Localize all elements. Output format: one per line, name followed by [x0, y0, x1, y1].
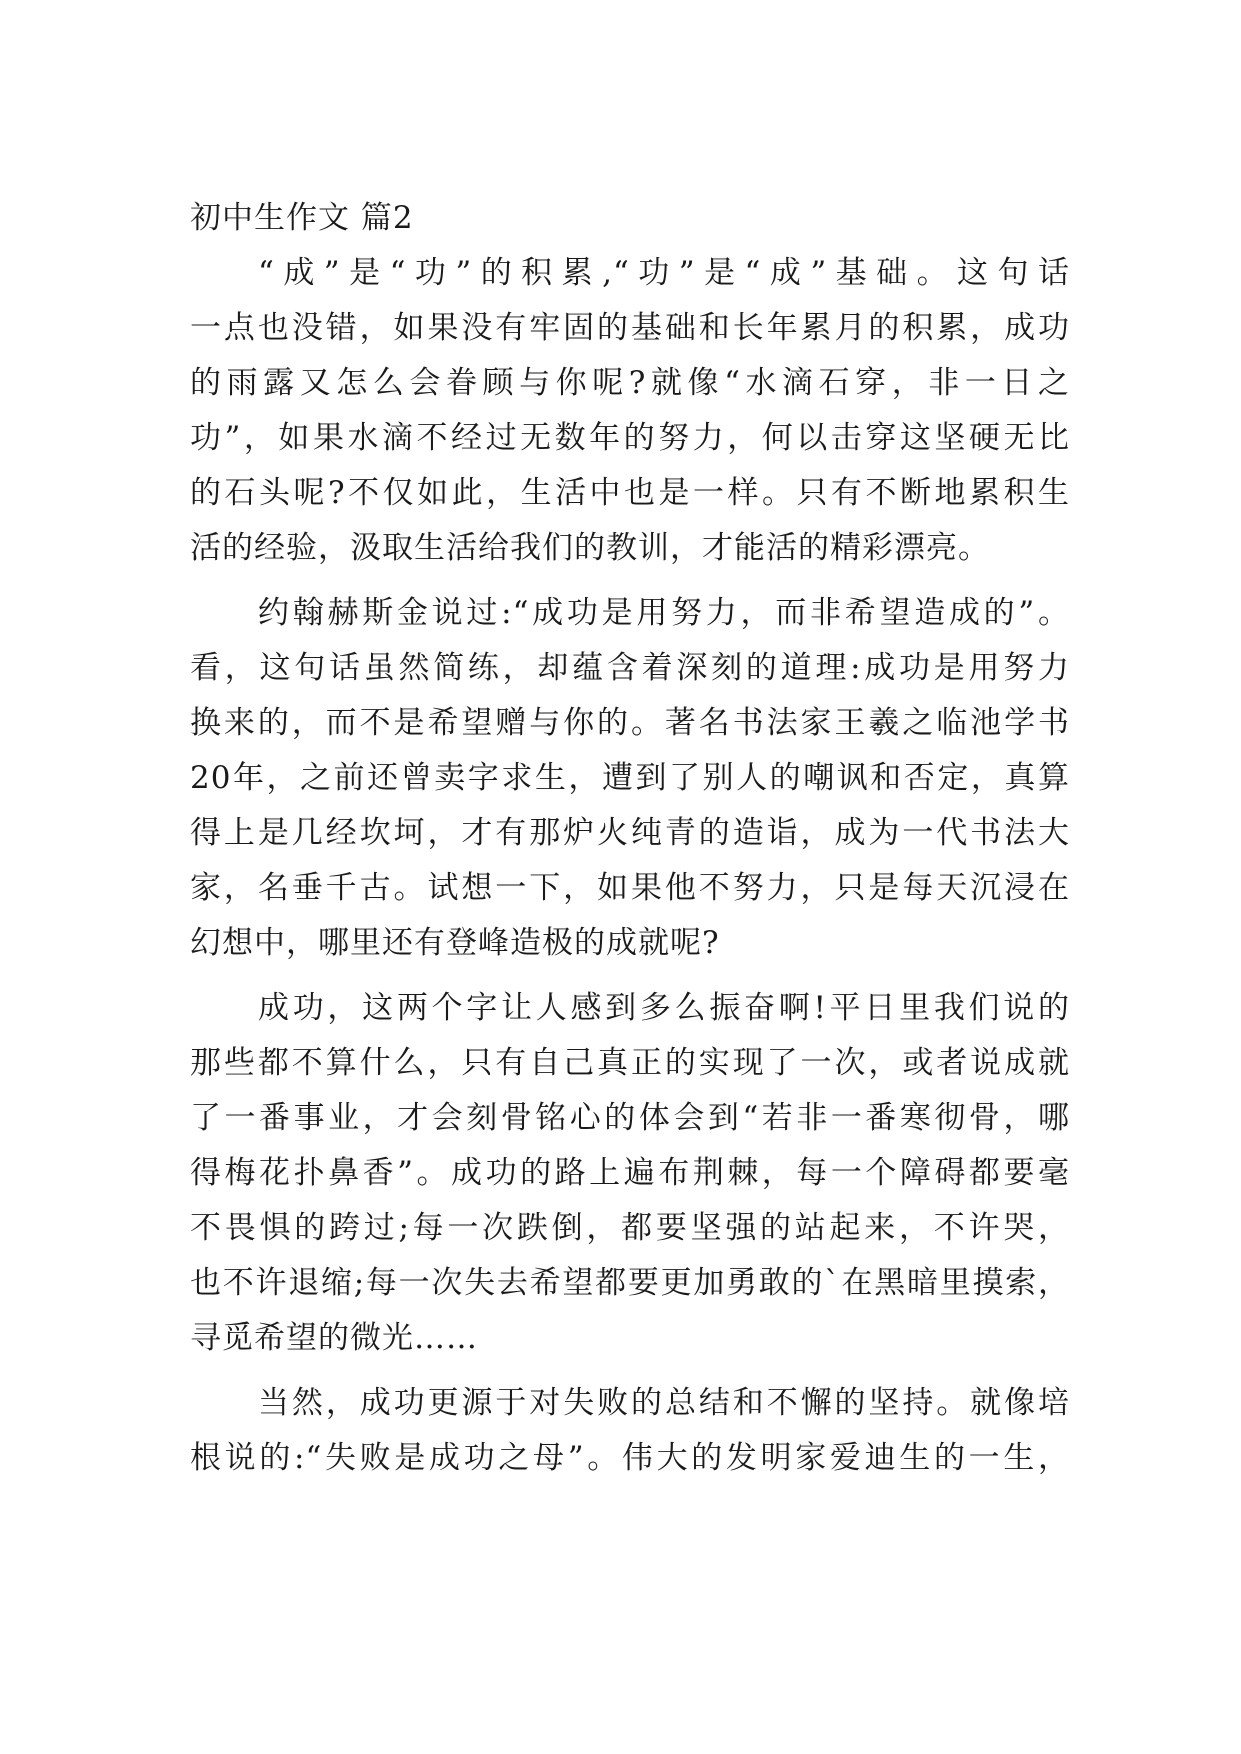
paragraph-2-line-6: 家，名垂千古。试想一下，如果他不努力，只是每天沉浸在	[190, 870, 1070, 906]
paragraph-3-line-6: 也不许退缩;每一次失去希望都要更加勇敢的`在黑暗里摸索，	[190, 1265, 1070, 1301]
paragraph-1-line-4: 功”，如果水滴不经过无数年的努力，何以击穿这坚硬无比	[190, 420, 1070, 456]
paragraph-3-line-7: 寻觅希望的微光……	[190, 1320, 478, 1356]
paragraph-1-line-3: 的雨露又怎么会眷顾与你呢?就像“水滴石穿，非一日之	[190, 365, 1070, 401]
paragraph-2-line-1: 约翰赫斯金说过:“成功是用努力，而非希望造成的”。	[258, 595, 1070, 631]
paragraph-1-line-5: 的石头呢?不仅如此，生活中也是一样。只有不断地累积生	[190, 475, 1070, 511]
paragraph-2-line-2: 看，这句话虽然简练，却蕴含着深刻的道理:成功是用努力	[190, 650, 1070, 686]
paragraph-3-line-5: 不畏惧的跨过;每一次跌倒，都要坚强的站起来，不许哭，	[190, 1210, 1070, 1246]
paragraph-2-line-7: 幻想中，哪里还有登峰造极的成就呢?	[190, 925, 720, 961]
paragraph-1-line-6: 活的经验，汲取生活给我们的教训，才能活的精彩漂亮。	[190, 530, 990, 566]
paragraph-3-line-2: 那些都不算什么，只有自己真正的实现了一次，或者说成就	[190, 1045, 1070, 1081]
paragraph-2-line-4: 20年，之前还曾卖字求生，遭到了别人的嘲讽和否定，真算	[190, 760, 1070, 796]
paragraph-2-line-3: 换来的，而不是希望赠与你的。著名书法家王羲之临池学书	[190, 705, 1070, 741]
paragraph-4-line-1: 当然，成功更源于对失败的总结和不懈的坚持。就像培	[258, 1385, 1070, 1421]
paragraph-1-line-2: 一点也没错，如果没有牢固的基础和长年累月的积累，成功	[190, 310, 1070, 346]
paragraph-3-line-4: 得梅花扑鼻香”。成功的路上遍布荆棘，每一个障碍都要毫	[190, 1155, 1070, 1191]
essay-title: 初中生作文 篇2	[190, 200, 414, 236]
paragraph-4-line-2: 根说的:“失败是成功之母”。伟大的发明家爱迪生的一生，	[190, 1440, 1070, 1476]
paragraph-3-line-1: 成功，这两个字让人感到多么振奋啊!平日里我们说的	[258, 990, 1070, 1026]
paragraph-1-line-1: “成”是“功”的积累,“功”是“成”基础。这句话	[258, 255, 1070, 291]
paragraph-3-line-3: 了一番事业，才会刻骨铭心的体会到“若非一番寒彻骨，哪	[190, 1100, 1070, 1136]
paragraph-2-line-5: 得上是几经坎坷，才有那炉火纯青的造诣，成为一代书法大	[190, 815, 1070, 851]
